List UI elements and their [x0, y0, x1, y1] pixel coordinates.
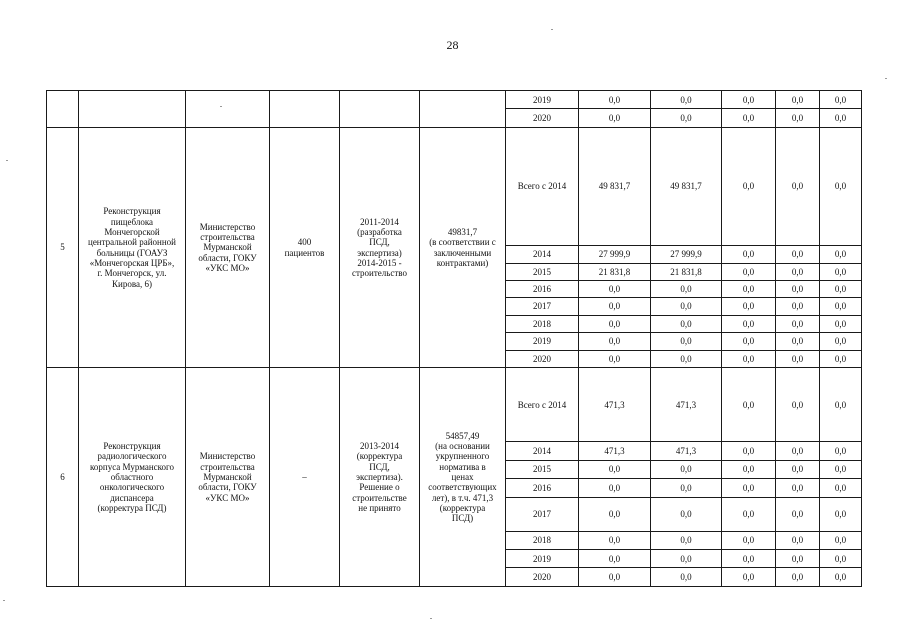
value-cell: 471,3	[651, 368, 722, 442]
project-customer: Министерство строительства Мурманской области, ГОКУ «УКС МО»	[186, 368, 270, 587]
value-cell: 0,0	[820, 91, 862, 109]
year-label: 2019	[506, 549, 579, 567]
value-cell: 0,0	[722, 280, 776, 297]
project-customer: Министерство строительства Мурманской области, ГОКУ «УКС МО»	[186, 127, 270, 367]
value-cell: 0,0	[722, 479, 776, 497]
value-cell: 0,0	[722, 333, 776, 350]
value-cell: 0,0	[579, 315, 651, 332]
year-label: 2018	[506, 315, 579, 332]
value-cell: 0,0	[776, 368, 820, 442]
value-cell: 0,0	[776, 497, 820, 531]
value-cell: 0,0	[776, 91, 820, 109]
value-cell: 0,0	[722, 531, 776, 549]
value-cell: 0,0	[722, 368, 776, 442]
project-capacity: 400 пациентов	[270, 127, 340, 367]
scan-speck	[220, 106, 222, 107]
project-name: Реконструкция пищеблока Мончегорской центральной районной больницы (ГОАУЗ «Мончегорская ЦРБ», г. Мончегорск, ул. Кирова, 6)	[79, 127, 186, 367]
value-cell: 0,0	[776, 127, 820, 245]
value-cell: 0,0	[722, 263, 776, 280]
value-cell: 0,0	[579, 531, 651, 549]
value-cell: 0,0	[776, 315, 820, 332]
value-cell: 0,0	[651, 568, 722, 587]
value-cell: 0,0	[651, 460, 722, 478]
value-cell: 0,0	[651, 280, 722, 297]
value-cell: 0,0	[579, 298, 651, 315]
value-cell: 0,0	[820, 549, 862, 567]
table-row	[47, 127, 862, 245]
value-cell: 471,3	[579, 368, 651, 442]
value-cell: 0,0	[651, 333, 722, 350]
value-cell: 27 999,9	[579, 246, 651, 263]
year-label: Всего с 2014	[506, 368, 579, 442]
value-cell: 0,0	[776, 531, 820, 549]
value-cell: 0,0	[722, 109, 776, 127]
value-cell: 0,0	[776, 109, 820, 127]
value-cell: 0,0	[651, 479, 722, 497]
scan-speck	[430, 618, 432, 619]
year-label: 2015	[506, 263, 579, 280]
value-cell: 0,0	[820, 497, 862, 531]
project-capacity: –	[270, 368, 340, 587]
value-cell: 0,0	[722, 350, 776, 367]
value-cell: 0,0	[776, 246, 820, 263]
value-cell: 0,0	[776, 479, 820, 497]
value-cell: 0,0	[776, 442, 820, 460]
year-label: 2016	[506, 479, 579, 497]
value-cell: 0,0	[722, 568, 776, 587]
project-period: 2013-2014 (корректура ПСД, экспертиза). Решение о строительстве не принято	[340, 368, 420, 587]
project-cost: 54857,49 (на основании укрупненного норматива в ценах соответствующих лет), в т.ч. 471,3 (корректура ПСД)	[420, 368, 506, 587]
value-cell: 471,3	[651, 442, 722, 460]
value-cell: 21 831,8	[579, 263, 651, 280]
value-cell: 49 831,7	[651, 127, 722, 245]
value-cell: 0,0	[820, 263, 862, 280]
project-period: 2011-2014 (разработка ПСД, экспертиза) 2014-2015 - строительство	[340, 127, 420, 367]
value-cell: 0,0	[651, 350, 722, 367]
value-cell: 0,0	[776, 333, 820, 350]
value-cell: 0,0	[579, 333, 651, 350]
value-cell: 27 999,9	[651, 246, 722, 263]
value-cell: 0,0	[776, 280, 820, 297]
value-cell: 0,0	[651, 109, 722, 127]
year-label: 2020	[506, 109, 579, 127]
year-label: 2020	[506, 350, 579, 367]
table-row	[47, 368, 862, 442]
value-cell: 0,0	[820, 315, 862, 332]
year-label: 2019	[506, 91, 579, 109]
value-cell: 0,0	[722, 549, 776, 567]
value-cell: 0,0	[722, 127, 776, 245]
value-cell: 0,0	[579, 549, 651, 567]
scan-speck	[551, 29, 553, 30]
project-number: 5	[47, 127, 79, 367]
value-cell: 21 831,8	[651, 263, 722, 280]
value-cell: 0,0	[820, 109, 862, 127]
value-cell: 0,0	[579, 280, 651, 297]
project-name	[79, 91, 186, 128]
value-cell: 0,0	[651, 531, 722, 549]
value-cell: 0,0	[820, 568, 862, 587]
project-period	[340, 91, 420, 128]
scan-speck	[885, 78, 887, 79]
year-label: 2015	[506, 460, 579, 478]
table-row	[47, 91, 862, 109]
scan-speck	[6, 160, 8, 161]
year-label: 2017	[506, 497, 579, 531]
value-cell: 0,0	[722, 91, 776, 109]
page-number: 28	[446, 38, 459, 52]
year-label: 2017	[506, 298, 579, 315]
value-cell: 0,0	[579, 350, 651, 367]
value-cell: 0,0	[722, 246, 776, 263]
value-cell: 0,0	[579, 568, 651, 587]
value-cell: 0,0	[579, 479, 651, 497]
year-label: 2014	[506, 442, 579, 460]
value-cell: 471,3	[579, 442, 651, 460]
value-cell: 0,0	[579, 91, 651, 109]
value-cell: 0,0	[651, 315, 722, 332]
value-cell: 0,0	[579, 109, 651, 127]
project-customer	[186, 91, 270, 128]
value-cell: 0,0	[722, 460, 776, 478]
project-cost	[420, 91, 506, 128]
value-cell: 0,0	[651, 549, 722, 567]
project-cost: 49831,7 (в соответствии с заключенными контрактами)	[420, 127, 506, 367]
value-cell: 0,0	[776, 460, 820, 478]
value-cell: 0,0	[820, 333, 862, 350]
value-cell: 0,0	[820, 280, 862, 297]
value-cell: 0,0	[820, 298, 862, 315]
year-label: 2019	[506, 333, 579, 350]
year-label: 2016	[506, 280, 579, 297]
value-cell: 0,0	[722, 497, 776, 531]
year-label: 2020	[506, 568, 579, 587]
project-capacity	[270, 91, 340, 128]
value-cell: 0,0	[820, 531, 862, 549]
value-cell: 0,0	[776, 263, 820, 280]
value-cell: 0,0	[820, 479, 862, 497]
value-cell: 0,0	[722, 298, 776, 315]
value-cell: 0,0	[776, 298, 820, 315]
year-label: 2014	[506, 246, 579, 263]
year-label: 2018	[506, 531, 579, 549]
value-cell: 0,0	[820, 442, 862, 460]
project-name: Реконструкция радиологического корпуса Мурманского областного онкологического диспансера (корректура ПСД)	[79, 368, 186, 587]
value-cell: 0,0	[722, 315, 776, 332]
scan-speck	[3, 600, 5, 601]
capital-projects-table	[46, 90, 862, 587]
value-cell: 0,0	[722, 442, 776, 460]
value-cell: 0,0	[820, 246, 862, 263]
value-cell: 0,0	[651, 91, 722, 109]
value-cell: 0,0	[820, 127, 862, 245]
project-number: 6	[47, 368, 79, 587]
value-cell: 0,0	[776, 549, 820, 567]
value-cell: 49 831,7	[579, 127, 651, 245]
value-cell: 0,0	[820, 368, 862, 442]
value-cell: 0,0	[651, 497, 722, 531]
value-cell: 0,0	[651, 298, 722, 315]
value-cell: 0,0	[820, 460, 862, 478]
value-cell: 0,0	[820, 350, 862, 367]
year-label: Всего с 2014	[506, 127, 579, 245]
value-cell: 0,0	[776, 568, 820, 587]
project-number	[47, 91, 79, 128]
value-cell: 0,0	[579, 497, 651, 531]
value-cell: 0,0	[776, 350, 820, 367]
value-cell: 0,0	[579, 460, 651, 478]
